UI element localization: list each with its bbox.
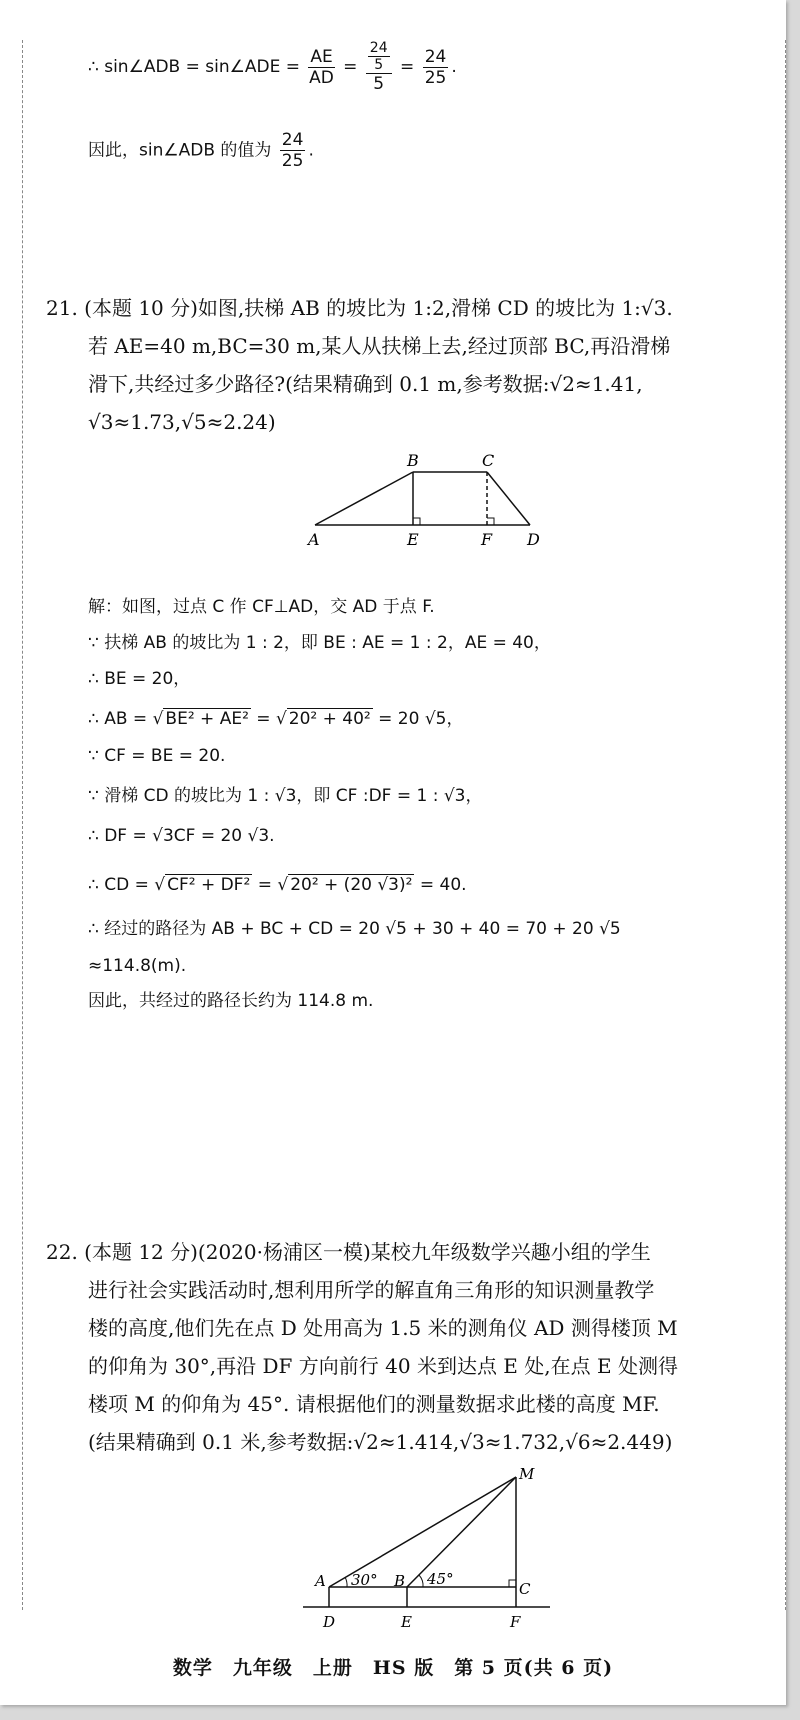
q22-diagram: [295, 1465, 555, 1635]
q21-sol-10: ≈114.8(m).: [88, 956, 187, 976]
q21-sol-11: 因此，共经过的路径长约为 114.8 m.: [88, 991, 374, 1011]
right-dotted-border: [785, 40, 786, 1610]
arc-45: [419, 1575, 423, 1587]
label-d: D: [527, 530, 540, 549]
q21-sol-6: ∵ 滑梯 CD 的坡比为 1 : √3，即 CF :DF = 1 : √3，: [88, 786, 483, 806]
right-angle-c: [509, 1580, 516, 1587]
label-b: B: [394, 1572, 406, 1590]
q21-sol-3: ∴ BE = 20，: [88, 669, 191, 689]
q22-line4: 的仰角为 30°,再沿 DF 方向前行 40 米到达点 E 处,在点 E 处测得: [88, 1354, 678, 1378]
label-b: B: [407, 451, 419, 470]
angle-30-label: 30°: [351, 1571, 378, 1589]
label-f: F: [510, 1613, 521, 1631]
page-footer: 数学 九年级 上册 HS 版 第 5 页(共 6 页): [172, 1657, 614, 1679]
q21-sol-8: ∴ CD = √ CF² + DF² = √ 20² + (20 √3)² = 40.: [88, 872, 467, 898]
q21-sol-9: ∴ 经过的路径为 AB + BC + CD = 20 √5 + 30 + 40 = 70 + 20 √5: [88, 919, 621, 939]
nested-fraction: $\frac{\frac{24}{5}}{5}$: [366, 40, 392, 94]
label-c: C: [519, 1580, 531, 1598]
line1-prefix: ∴ sin∠ADB = sin∠ADE =: [88, 57, 300, 77]
right-angle-f: [487, 518, 494, 525]
fraction-ae-ad: $\frac{AE}{AD}$: [309, 46, 334, 88]
q21-sol-4: ∴ AB = √ BE² + AE² = √ 20² + 40² = 20 √5，: [88, 706, 464, 732]
fraction-answer: $\frac{24}{25}$: [281, 130, 304, 171]
top-solution-line2: 因此，sin∠ADB 的值为 $\frac{24}{25}$ .: [88, 130, 314, 171]
q21-line2: 若 AE=40 m,BC=30 m,某人从扶梯上去,经过顶部 BC,再沿滑梯: [88, 334, 671, 358]
label-a: A: [315, 1572, 326, 1590]
q21-line3: 滑下,共经过多少路径?(结果精确到 0.1 m,参考数据:√2≈1.41,: [88, 372, 643, 396]
q22-line1: 22. (本题 12 分)(2020·杨浦区一模)某校九年级数学兴趣小组的学生: [46, 1240, 651, 1264]
q21-diagram: [300, 448, 560, 553]
q21-sol-7: ∴ DF = √3CF = 20 √3.: [88, 826, 275, 846]
q22-line2: 进行社会实践活动时,想利用所学的解直角三角形的知识测量教学: [88, 1278, 655, 1302]
q22-line6: (结果精确到 0.1 米,参考数据:√2≈1.414,√3≈1.732,√6≈2.449): [88, 1430, 673, 1454]
q21-sol-5: ∵ CF = BE = 20.: [88, 746, 226, 766]
fraction-24-25: $\frac{24}{25}$: [424, 46, 447, 88]
q21-line4: √3≈1.73,√5≈2.24): [88, 410, 276, 434]
label-e: E: [407, 530, 419, 549]
right-angle-e: [413, 518, 420, 525]
q21-line1: 21. (本题 10 分)如图,扶梯 AB 的坡比为 1:2,滑梯 CD 的坡比为 1:√3.: [46, 296, 673, 320]
label-a: A: [308, 530, 320, 549]
label-e: E: [401, 1613, 412, 1631]
q22-line3: 楼的高度,他们先在点 D 处用高为 1.5 米的测角仪 AD 测得楼顶 M: [88, 1316, 678, 1340]
angle-45-label: 45°: [427, 1570, 454, 1588]
q21-sol-2: ∵ 扶梯 AB 的坡比为 1 : 2，即 BE : AE = 1 : 2，AE = 40，: [88, 633, 551, 653]
q22-line5: 楼项 M 的仰角为 45°. 请根据他们的测量数据求此楼的高度 MF.: [88, 1392, 660, 1416]
arc-30: [345, 1577, 347, 1587]
label-d: D: [323, 1613, 336, 1631]
q21-sol-1: 解：如图，过点 C 作 CF⊥AD，交 AD 于点 F.: [88, 597, 435, 617]
slide-cd: [487, 472, 530, 525]
label-f: F: [481, 530, 493, 549]
top-solution-line1: ∴ sin∠ADB = sin∠ADE = $\frac{AE}{AD}$ = $\frac{\frac{24}{5}}{5}$ = $\frac{24}{25}$ .: [88, 40, 457, 94]
label-m: M: [519, 1465, 535, 1483]
label-c: C: [482, 451, 495, 470]
escalator-ab: [315, 472, 413, 525]
left-dotted-border: [22, 40, 23, 1610]
